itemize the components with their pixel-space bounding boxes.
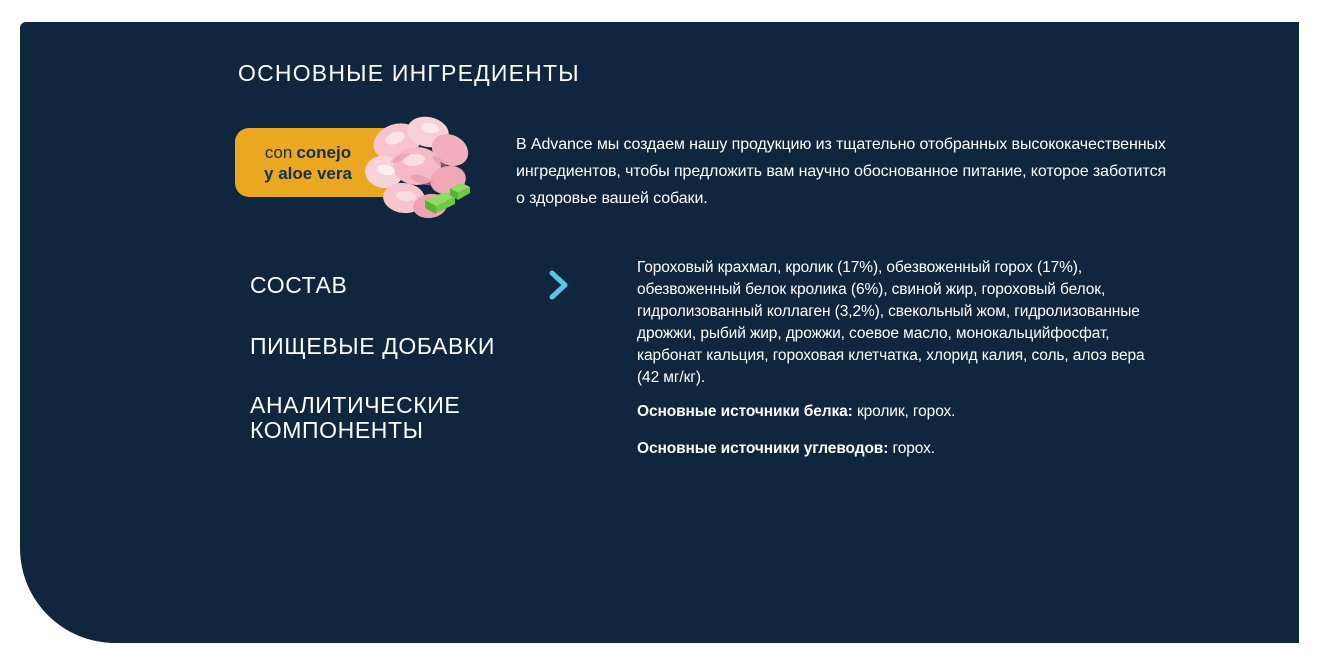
protein-sources-value: кролик, горох. — [852, 403, 956, 420]
tab-composition[interactable]: СОСТАВ — [250, 272, 348, 298]
protein-sources-label: Основные источники белка: — [637, 403, 853, 420]
protein-sources-line — [637, 403, 1197, 421]
badge-text-conejo: conejo — [296, 142, 352, 162]
chevron-right-icon[interactable] — [548, 270, 570, 300]
tab-food-additives[interactable]: ПИЩЕВЫЕ ДОБАВКИ — [250, 333, 496, 359]
carb-sources-value: горох. — [888, 440, 935, 457]
rabbit-meat-image — [362, 114, 476, 228]
badge-text-con: con — [264, 142, 293, 162]
badge-text-aloe: y aloe vera — [264, 163, 352, 183]
tab-analytical-components[interactable]: АНАЛИТИЧЕСКИЕ КОМПОНЕНТЫ — [250, 392, 461, 443]
page-title: ОСНОВНЫЕ ИНГРЕДИЕНТЫ — [238, 60, 580, 86]
carb-sources-line — [637, 440, 1197, 458]
intro-paragraph: В Advance мы создаем нашу продукцию из тщательно отобранных высококачественных ингредиентов, чтобы предложить вам научно обоснованное питание, которое заботится о здоровье вашей собаки. — [516, 136, 1167, 207]
carb-sources-label: Основные источники углеводов: — [637, 440, 889, 457]
ingredients-list: Гороховый крахмал, кролик (17%), обезвоженный горох (17%), обезвоженный белок кролика (6%), свиной жир, гороховый белок, гидролизованный коллаген (3,2%), свекольный жом, гидролизованные дрожжи, рыбий жир, дрожжи, соевое масло, монокальцийфосфат, карбонат кальция, гороховая клетчатка, хлорид калия, соль, алоэ вера (42 мг/кг). — [637, 259, 1145, 386]
main-panel — [20, 22, 1299, 643]
